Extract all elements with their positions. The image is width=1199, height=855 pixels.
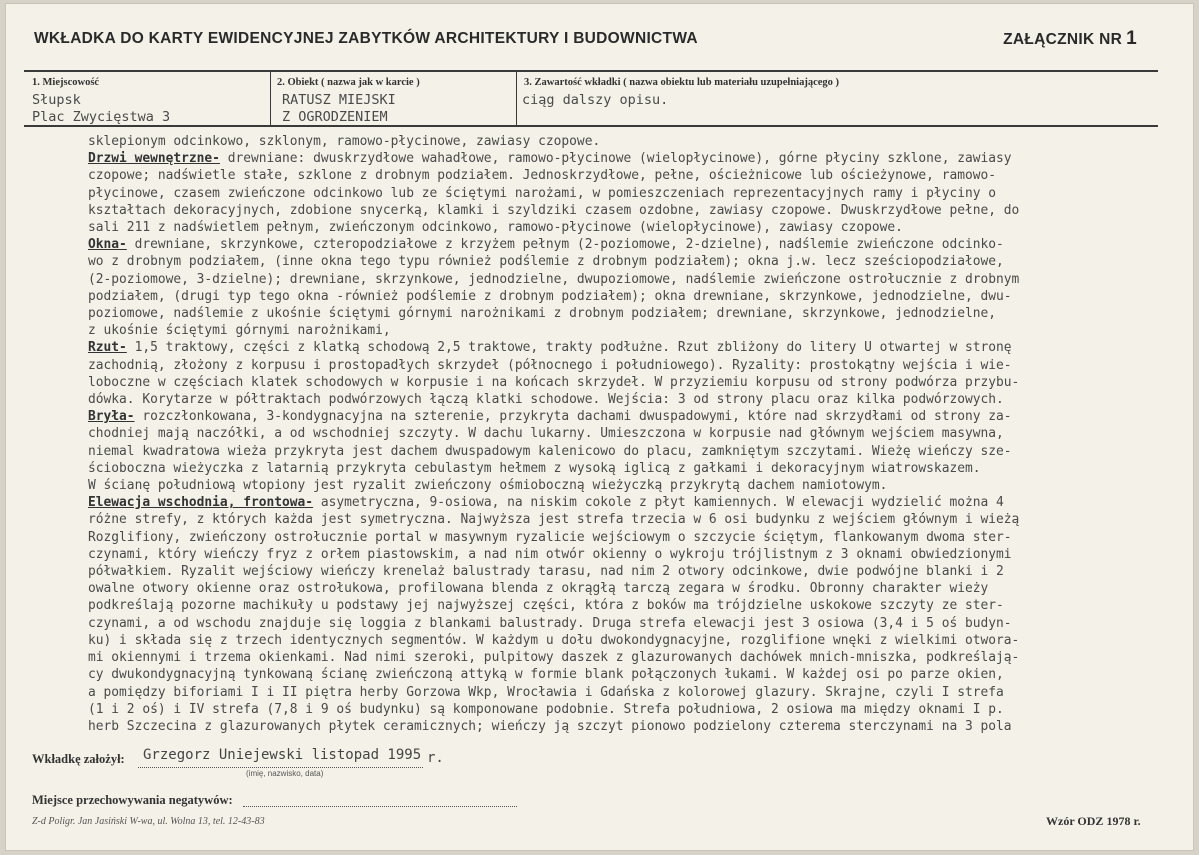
text-line: sali 211 z nadświetlem pełnym, zwieńczonym odcinkowo, ramowo-płycinowe (wielopłycinowe), zawiasy czopowe.	[88, 220, 903, 236]
text-line: sklepionym odcinkowo, szklonym, ramowo-płycinowe, zawiasy czopowe.	[88, 134, 601, 149]
header-top-rule	[24, 70, 1158, 72]
attachment-number	[1003, 28, 1137, 50]
text-line: ścioboczna wieżyczka z latarnią przykryta cebulastym hełmem z wysoką iglicą z gałkami i dekoracyjnym wiatrowskazem.	[88, 460, 981, 476]
founder-label: Wkładkę założył:	[32, 752, 125, 766]
attachment-label: ZAŁĄCZNIK NR	[1003, 31, 1123, 48]
text-span: drewniane: dwuskrzydłowe wahadłowe, ramowo-płycinowe (wielopłycinowe), górne płyciny szklone, zawiasy	[219, 151, 1012, 167]
form-title: WKŁADKA DO KARTY EWIDENCYJNEJ ZABYTKÓW ARCHITEKTURY I BUDOWNICTWA	[34, 30, 698, 47]
negatives-dotted-line	[243, 806, 517, 807]
text-line: (2-poziomowe, 3-dzielne); drewniane, skrzynkowe, jednodzielne, dwupoziomowe, nadślemie zwieńczone ostrołucznie z drobnym	[88, 271, 1020, 287]
founder-suffix: r.	[427, 750, 444, 766]
text-line	[88, 494, 1098, 511]
founder-value: Grzegorz Uniejewski listopad 1995	[143, 747, 422, 763]
text-span: 1,5 traktowy, części z klatką schodową 2,5 traktowe, trakty podłużne. Rzut zbliżony do litery U otwartej w stronę	[126, 340, 1012, 356]
section-heading: Drzwi wewnętrzne-	[88, 151, 220, 167]
text-line: ku) i składa się z trzech identycznych segmentów. W każdym u dołu dwokondygnacyjne, rozglifione wnęki z wielkimi otwora-	[88, 632, 1020, 648]
section-heading: Elewacja wschodnia, frontowa-	[88, 495, 314, 511]
description-text	[88, 133, 1098, 735]
header-bottom-rule	[24, 125, 1158, 127]
text-span: asymetryczna, 9-osiowa, na niskim cokole z płyt kamiennych. W elewacji wydzielić można 4	[313, 495, 1004, 511]
field-2-label: 2. Obiekt ( nazwa jak w karcie )	[277, 77, 420, 88]
founder-dotted-line	[138, 767, 423, 768]
text-line: z ukośnie ściętymi górnymi narożnikami,	[88, 323, 391, 339]
field-3-label: 3. Zawartość wkładki ( nazwa obiektu lub materiału uzupełniającego )	[524, 77, 840, 88]
text-line: podziałem, (drugi typ tego okna -również podślemie z drobnym podziałem); okna drewniane, skrzynkowe, jednodzielne, dwu-	[88, 288, 1012, 304]
text-line: poziomowe, nadślemie z ukośnie ściętymi górnymi narożnikami z drobnym podziałem; drewniane, skrzynkowe, jednodzielne,	[88, 306, 997, 322]
text-line: loboczne w częściach klatek schodowych w korpusie i na końcach skrzydeł. W przyziemiu korpusu od strony podwórza przybu-	[88, 374, 1020, 390]
text-line: (1 i 2 oś) i IV strefa (7,8 i 9 oś budynku) są komponowane podobnie. Strefa południowa, 2 osiowa ma między oknami I p.	[88, 701, 1004, 717]
text-line: mi okiennymi i trzema okienkami. Nad nimi szeroki, pulpitowy daszek z glazurowanych dachówek mnich-mniszka, podkreślają-	[88, 650, 1020, 666]
text-line	[88, 236, 1098, 253]
text-line	[88, 339, 1098, 356]
field-3-value: ciąg dalszy opisu.	[522, 92, 669, 108]
text-line: czynami, a od wschodu znajduje się loggia z blankami balustrady. Druga strefa elewacji jest 3 osiowa (3,4 i 5 oś budyn-	[88, 615, 1012, 631]
attachment-number-value: 1	[1126, 28, 1137, 49]
text-line: czopowe; nadświetle stałe, szklone z drobnym podziałem. Jednoskrzydłowe, pełne, ościeżnicowe lub ościeżynowe, ramowo-	[88, 168, 997, 184]
negatives-label: Miejsce przechowywania negatywów:	[32, 793, 233, 807]
text-line: podkreślają pozorne machikuły u podstawy jej najwyższej części, która z boków ma trójdzielne uskokowe szczyty ze ster-	[88, 598, 1004, 614]
text-line	[88, 150, 1098, 167]
printer-note: Z-d Poligr. Jan Jasiński W-wa, ul. Wolna 13, tel. 12-43-83	[32, 816, 265, 827]
field-1-value-line2: Plac Zwycięstwa 3	[32, 109, 171, 125]
text-line: W ścianę południową wtopiony jest ryzalit zwieńczony ośmioboczną wieżyczką przykrytą dachem namiotowym.	[88, 478, 888, 494]
text-span: drewniane, skrzynkowe, czteropodziałowe z krzyżem pełnym (2-poziomowe, 2-dzielne), nadślemie zwieńczone odcinko-	[126, 237, 1004, 253]
field-2-value-line1: RATUSZ MIEJSKI	[282, 92, 396, 108]
field-1-value-line1: Słupsk	[32, 92, 81, 108]
text-line: cy dwukondygnacyjną tynkowaną ścianę zwieńczoną attyką w formie blank połączonych łukami. W każdej osi po parze okien,	[88, 667, 1004, 683]
field-2-value-line2: Z OGRODZENIEM	[282, 109, 388, 125]
text-line: dówka. Korytarze w półtraktach podwórzowych łączą klatki schodowe. Wejścia: 3 od strony placu oraz kilka podwórzowych.	[88, 392, 1004, 408]
text-line: herb Szczecina z glazurowanych płytek ceramicznych; wieńczy ją szczyt pionowo podzielony czterema sterczynami na 3 pola	[88, 718, 1012, 734]
text-line: a pomiędzy biforiami I i II piętra herby Gorzowa Wkp, Wrocławia i Gdańska z kolorowej glazury. Skrajne, czyli I strefa	[88, 684, 1004, 700]
text-line	[88, 408, 1098, 425]
text-line: kształtach dekoracyjnych, zdobione snycerką, klamki i szyldziki czasem ozdobne, zawiasy czopowe. Dwuskrzydłowe pełne, do	[88, 202, 1020, 218]
field-1-label: 1. Miejscowość	[32, 77, 100, 88]
section-heading: Bryła-	[88, 409, 135, 425]
text-line: chodniej mają naczółki, a od wschodniej szczyty. W dachu lukarny. Umieszczona w korpusie nad głównym wejściem masywna,	[88, 426, 1004, 442]
form-model: Wzór ODZ 1978 r.	[1046, 814, 1141, 828]
field-divider-2	[516, 70, 517, 126]
text-line: zachodnią, złożony z korpusu i prostopadłych skrzydeł (północnego i południowego). Ryzality: prostokątny wejścia i wie-	[88, 357, 1012, 373]
field-divider-1	[270, 70, 271, 126]
text-line: Rozglifiony, zwieńczony ostrołucznie portal w masywnym ryzalicie wejściowym o szczycie ściętym, flankowanym dwoma ster-	[88, 529, 1012, 545]
text-span: rozczłonkowana, 3-kondygnacyjna na szterenie, przykryta dachami dwuspadowymi, które nad skrzydłami od strony za-	[134, 409, 1012, 425]
section-heading: Rzut-	[88, 340, 127, 356]
text-line: płycinowe, czasem zwieńczone odcinkowo lub ze ściętymi narożami, w pomieszczeniach reprezentacyjnych ramy i płyciny o	[88, 185, 997, 201]
text-line: niemal kwadratowa wieża przykryta jest dachem dwuspadowym kalenicowo do placu, zamkniętym szczytami. Wieżę wieńczy sze-	[88, 443, 1012, 459]
text-line: półwałkiem. Ryzalit wejściowy wieńczy krenelaż balustrady tarasu, nad nim 2 otwory odcinkowe, dwie podwójne blanki i 2	[88, 564, 1004, 580]
text-line: różne strefy, z których każda jest symetryczna. Najwyższa jest strefa trzecia w 6 osi budynku z wejściem głównym i wieżą	[88, 512, 1020, 528]
text-line: czynami, który wieńczy fryz z orłem piastowskim, a nad nim otwór okienny o wykroju trójlistnym z 3 oknami obwiedzionymi	[88, 546, 1012, 562]
section-heading: Okna-	[88, 237, 127, 253]
founder-note: (imię, nazwisko, data)	[246, 769, 324, 778]
text-line: owalne otwory okienne oraz ostrołukowa, profilowana blenda z okrągłą tarczą zegara w środku. Obronny charakter wieży	[88, 581, 989, 597]
text-line: wo z drobnym podziałem, (inne okna tego typu również podślemie z drobnym podziałem); okna j.w. lecz sześciopodziałowe,	[88, 254, 1004, 270]
